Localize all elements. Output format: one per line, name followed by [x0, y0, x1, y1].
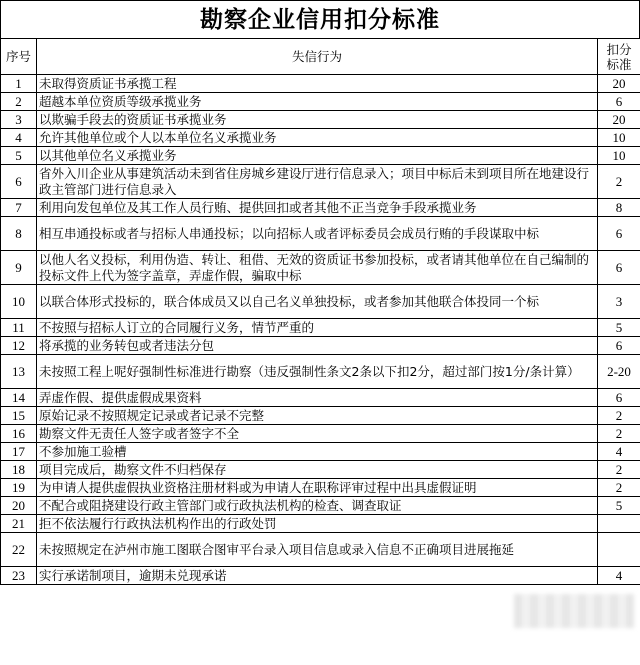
table-row	[1, 567, 640, 585]
row-behavior: 项目完成后，勘察文件不归档保存	[37, 461, 598, 479]
row-behavior: 不按照与招标人订立的合同履行义务，情节严重的	[37, 319, 598, 337]
row-number: 15	[1, 407, 37, 425]
row-behavior: 弄虚作假、提供虚假成果资料	[37, 389, 598, 407]
row-score: 10	[598, 129, 640, 147]
table-row	[1, 147, 640, 165]
row-number: 21	[1, 515, 37, 533]
table-row	[1, 443, 640, 461]
row-number: 18	[1, 461, 37, 479]
row-score: 10	[598, 147, 640, 165]
row-number: 23	[1, 567, 37, 585]
row-behavior: 以他人名义投标，利用伪造、转让、租借、无效的资质证书参加投标，或者请其他单位在自己编制的投标文件上代为签字盖章，弄虚作假，骗取中标	[37, 251, 598, 285]
row-number: 14	[1, 389, 37, 407]
row-score: 2	[598, 479, 640, 497]
table-row	[1, 533, 640, 567]
row-behavior: 允许其他单位或个人以本单位名义承揽业务	[37, 129, 598, 147]
row-score: 6	[598, 251, 640, 285]
row-number: 5	[1, 147, 37, 165]
header-score-label: 扣分标准	[606, 41, 632, 72]
row-behavior: 以联合体形式投标的，联合体成员又以自己名义单独投标，或者参加其他联合体投同一个标	[37, 285, 598, 319]
header-behavior: 失信行为	[37, 39, 598, 75]
row-behavior: 将承揽的业务转包或者违法分包	[37, 337, 598, 355]
header-no: 序号	[1, 39, 37, 75]
row-score: 2	[598, 461, 640, 479]
row-number: 19	[1, 479, 37, 497]
table-row	[1, 355, 640, 389]
row-score: 6	[598, 337, 640, 355]
sheet-title: 勘察企业信用扣分标准	[0, 0, 640, 38]
row-number: 13	[1, 355, 37, 389]
row-score: 6	[598, 93, 640, 111]
row-score	[598, 515, 640, 533]
row-number: 6	[1, 165, 37, 199]
row-number: 20	[1, 497, 37, 515]
table-row	[1, 497, 640, 515]
row-score: 8	[598, 199, 640, 217]
row-number: 10	[1, 285, 37, 319]
table-row	[1, 199, 640, 217]
row-number: 8	[1, 217, 37, 251]
table-row	[1, 515, 640, 533]
row-behavior: 超越本单位资质等级承揽业务	[37, 93, 598, 111]
row-behavior: 为申请人提供虚假执业资格注册材料或为申请人在职称评审过程中出具虚假证明	[37, 479, 598, 497]
row-number: 17	[1, 443, 37, 461]
row-score: 2-20	[598, 355, 640, 389]
row-behavior: 不配合或阻挠建设行政主管部门或行政执法机构的检查、调查取证	[37, 497, 598, 515]
deduction-table	[0, 38, 640, 585]
table-row	[1, 337, 640, 355]
row-behavior: 拒不依法履行行政执法机构作出的行政处罚	[37, 515, 598, 533]
row-score: 5	[598, 497, 640, 515]
row-score: 5	[598, 319, 640, 337]
row-behavior: 实行承诺制项目，逾期未兑现承诺	[37, 567, 598, 585]
row-behavior: 以其他单位名义承揽业务	[37, 147, 598, 165]
row-score: 2	[598, 425, 640, 443]
table-row	[1, 251, 640, 285]
row-number: 11	[1, 319, 37, 337]
row-score: 4	[598, 567, 640, 585]
table-row	[1, 75, 640, 93]
header-score	[598, 39, 640, 75]
row-number: 2	[1, 93, 37, 111]
row-behavior: 不参加施工验槽	[37, 443, 598, 461]
row-behavior: 原始记录不按照规定记录或者记录不完整	[37, 407, 598, 425]
row-behavior: 以欺骗手段去的资质证书承揽业务	[37, 111, 598, 129]
table-row	[1, 389, 640, 407]
table-row	[1, 93, 640, 111]
row-behavior: 利用向发包单位及其工作人员行贿、提供回扣或者其他不正当竞争手段承揽业务	[37, 199, 598, 217]
table-header-row	[1, 39, 640, 75]
row-number: 16	[1, 425, 37, 443]
table-row	[1, 111, 640, 129]
table-row	[1, 129, 640, 147]
row-score: 6	[598, 389, 640, 407]
table-row	[1, 407, 640, 425]
row-number: 3	[1, 111, 37, 129]
row-behavior: 勘察文件无责任人签字或者签字不全	[37, 425, 598, 443]
row-behavior: 未取得资质证书承揽工程	[37, 75, 598, 93]
row-behavior: 未按照工程上呢好强制性标准进行勘察（违反强制性条文2条以下扣2分，超过部门按1分/条计算）	[37, 355, 598, 389]
row-behavior: 省外入川企业从事建筑活动未到省住房城乡建设厅进行信息录入；项目中标后未到项目所在地建设行政主管部门进行信息录入	[37, 165, 598, 199]
row-score: 3	[598, 285, 640, 319]
row-score: 20	[598, 75, 640, 93]
row-behavior: 相互串通投标或者与招标人串通投标；以向招标人或者评标委员会成员行贿的手段谋取中标	[37, 217, 598, 251]
row-score	[598, 533, 640, 567]
table-row	[1, 165, 640, 199]
row-number: 7	[1, 199, 37, 217]
table-row	[1, 285, 640, 319]
table-row	[1, 319, 640, 337]
row-number: 9	[1, 251, 37, 285]
row-number: 1	[1, 75, 37, 93]
table-row	[1, 479, 640, 497]
row-score: 2	[598, 407, 640, 425]
row-score: 4	[598, 443, 640, 461]
row-behavior: 未按照规定在泸州市施工图联合图审平台录入项目信息或录入信息不正确项目进展拖延	[37, 533, 598, 567]
table-row	[1, 461, 640, 479]
row-score: 2	[598, 165, 640, 199]
row-score: 6	[598, 217, 640, 251]
row-number: 12	[1, 337, 37, 355]
row-number: 22	[1, 533, 37, 567]
blurred-region	[514, 594, 634, 628]
table-row	[1, 217, 640, 251]
row-score: 20	[598, 111, 640, 129]
table-row	[1, 425, 640, 443]
row-number: 4	[1, 129, 37, 147]
